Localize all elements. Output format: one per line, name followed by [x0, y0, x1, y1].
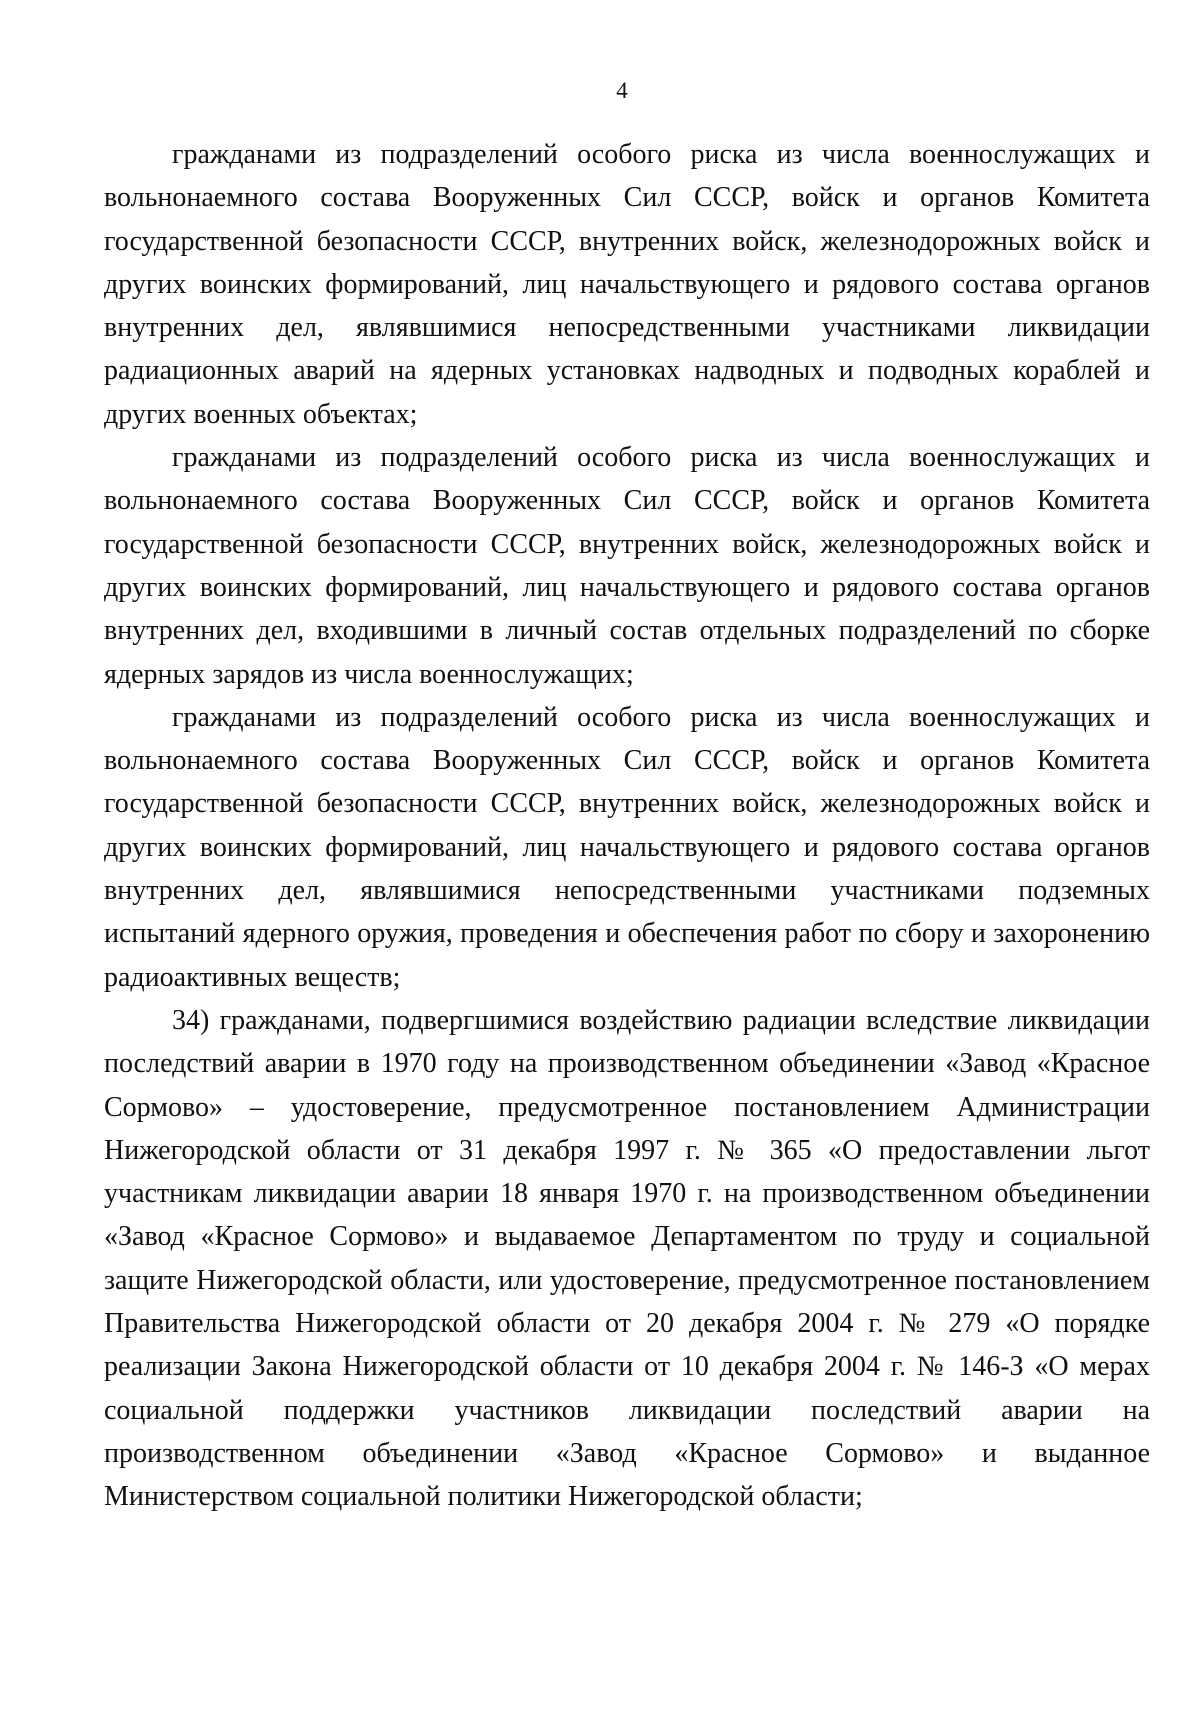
paragraph-4: 34) гражданами, подвергшимися воздействию радиации вследствие ликвидации последствий аварии в 1970 году на производственном объединении «Завод «Красное Сормово» – удостоверение, предусмотренное постановлением Администрации Нижегородской области от 31 декабря 1997 г. № 365 «О предоставлении льгот участникам ликвидации аварии 18 января 1970 г. на производственном объединении «Завод «Красное Сормово» и выдаваемое Департаментом по труду и социальной защите Нижегородской области, или удостоверение, предусмотренное постановлением Правительства Нижегородской области от 20 декабря 2004 г. № 279 «О порядке реализации Закона Нижегородской области от 10 декабря 2004 г. № 146-З «О мерах социальной поддержки участников ликвидации последствий аварии на производственном объединении «Завод «Красное Сормово» и выданное Министерством социальной политики Нижегородской области; [104, 1004, 1150, 1513]
page-number: 4 [616, 78, 628, 103]
paragraph-1: гражданами из подразделений особого риска из числа военнослужащих и вольнонаемного состава Вооруженных Сил СССР, войск и органов Комитета государственной безопасности СССР, внутренних войск, железнодорожных войск и других воинских формирований, лиц начальствующего и рядового состава органов внутренних дел, являвшимися непосредственными участниками ликвидации радиационных аварий на ядерных установках надводных и подводных кораблей и других военных объектах; [104, 139, 1150, 430]
paragraph-3: гражданами из подразделений особого риска из числа военнослужащих и вольнонаемного состава Вооруженных Сил СССР, войск и органов Комитета государственной безопасности СССР, внутренних войск, железнодорожных войск и других воинских формирований, лиц начальствующего и рядового состава органов внутренних дел, являвшимися непосредственными участниками подземных испытаний ядерного оружия, проведения и обеспечения работ по сбору и захоронению радиоактивных веществ; [104, 701, 1150, 993]
document-body [104, 133, 1150, 1519]
paragraph-2: гражданами из подразделений особого риска из числа военнослужащих и вольнонаемного состава Вооруженных Сил СССР, войск и органов Комитета государственной безопасности СССР, внутренних войск, железнодорожных войск и других воинских формирований, лиц начальствующего и рядового состава органов внутренних дел, входившими в личный состав отдельных подразделений по сборке ядерных зарядов из числа военнослужащих; [104, 442, 1150, 690]
